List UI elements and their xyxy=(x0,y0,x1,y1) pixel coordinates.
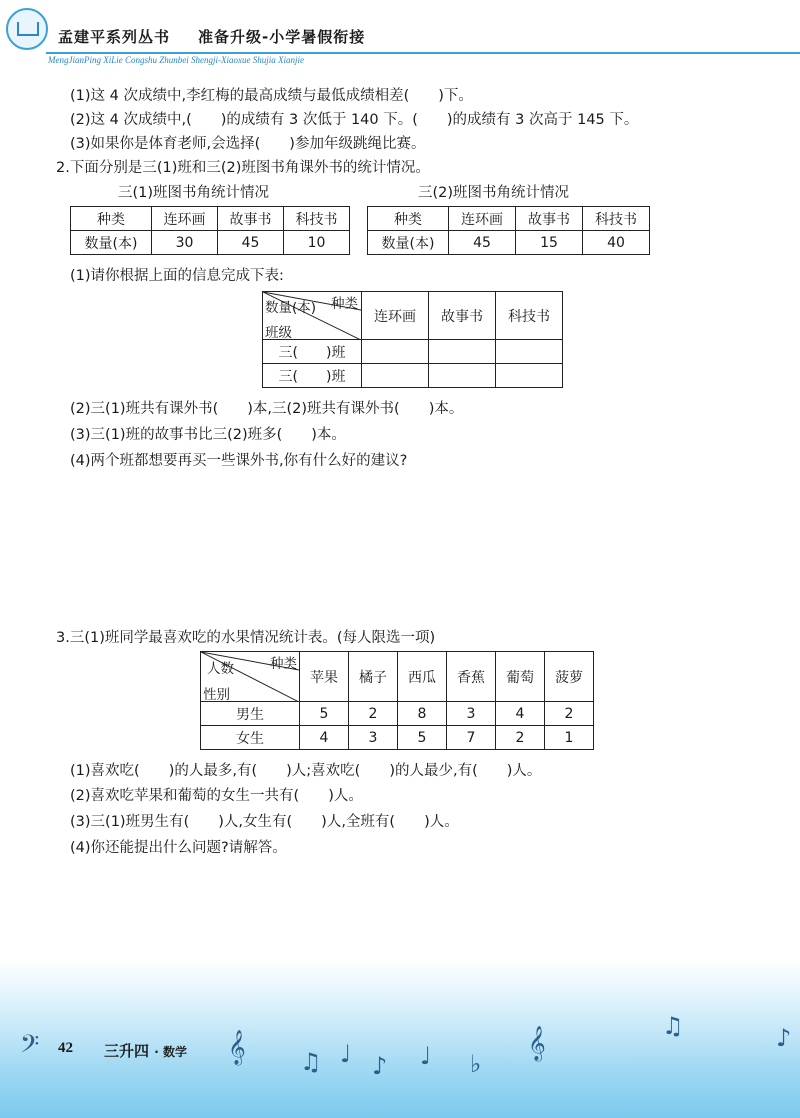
subject-label: · 数学 xyxy=(154,1045,187,1059)
table-cell: 5 xyxy=(398,726,447,750)
q2-sub1: (1)请你根据上面的信息完成下表: xyxy=(70,268,284,284)
q2-table2 xyxy=(367,206,650,255)
q1-sub1: (1)这 4 次成绩中,李红梅的最高成绩与最低成绩相差( )下。 xyxy=(70,88,473,104)
table-header: 故事书 xyxy=(516,207,583,231)
table-cell: 7 xyxy=(447,726,496,750)
table-row-label: 女生 xyxy=(201,726,300,750)
blank-cell[interactable] xyxy=(496,364,563,388)
diagonal-header-cell xyxy=(201,652,300,702)
table-header: 橘子 xyxy=(349,652,398,702)
flat-sign-icon: ♭ xyxy=(470,1050,482,1078)
book-title: 准备升级-小学暑假衔接 xyxy=(198,28,366,46)
diag-label-mid: 人数 xyxy=(207,661,234,677)
blank-cell[interactable] xyxy=(496,340,563,364)
header-subtitle: MengJianPing XiLie Congshu Zhunbei Shengji-Xiaoxue Shujia Xianjie xyxy=(48,55,304,65)
table-cell: 4 xyxy=(496,702,545,726)
table-header: 科技书 xyxy=(284,207,350,231)
table-header: 故事书 xyxy=(218,207,284,231)
bass-clef-icon: 𝄢 xyxy=(20,1030,40,1065)
music-note-icon: ♩ xyxy=(340,1040,352,1068)
music-note-icon: ♫ xyxy=(662,1012,684,1040)
table-cell: 15 xyxy=(516,231,583,255)
music-note-icon: ♪ xyxy=(776,1024,792,1052)
header-title xyxy=(58,26,393,47)
q3-sub4: (4)你还能提出什么问题?请解答。 xyxy=(70,840,287,856)
q3-sub3: (3)三(1)班男生有( )人,女生有( )人,全班有( )人。 xyxy=(70,814,459,830)
table-row xyxy=(201,702,594,726)
table-cell: 40 xyxy=(583,231,650,255)
table-header: 种类 xyxy=(71,207,152,231)
q3-fruit-table xyxy=(200,651,594,750)
page-number: 42 xyxy=(58,1040,73,1056)
table-header: 葡萄 xyxy=(496,652,545,702)
q2-sub4: (4)两个班都想要再买一些课外书,你有什么好的建议? xyxy=(70,453,408,469)
treble-clef-icon: 𝄞 xyxy=(528,1026,546,1061)
table-header: 香蕉 xyxy=(447,652,496,702)
table-cell: 4 xyxy=(300,726,349,750)
q1-sub3: (3)如果你是体育老师,会选择( )参加年级跳绳比赛。 xyxy=(70,136,426,152)
table-cell: 10 xyxy=(284,231,350,255)
table-header: 连环画 xyxy=(362,292,429,340)
table-cell: 1 xyxy=(545,726,594,750)
table-cell: 3 xyxy=(447,702,496,726)
blank-cell[interactable] xyxy=(362,340,429,364)
q2-table1 xyxy=(70,206,350,255)
table-row xyxy=(201,726,594,750)
table-cell: 45 xyxy=(218,231,284,255)
diagonal-header-cell xyxy=(263,292,362,340)
q3-sub1: (1)喜欢吃( )的人最多,有( )人;喜欢吃( )的人最少,有( )人。 xyxy=(70,763,542,779)
diag-label-mid: 数量(本) xyxy=(265,300,317,316)
table-cell: 8 xyxy=(398,702,447,726)
series-name: 孟建平系列丛书 xyxy=(58,28,171,46)
treble-clef-icon: 𝄞 xyxy=(228,1030,246,1065)
table-header: 故事书 xyxy=(429,292,496,340)
table-cell: 45 xyxy=(449,231,516,255)
table-cell: 30 xyxy=(152,231,218,255)
blank-cell[interactable] xyxy=(429,364,496,388)
footer-grade xyxy=(104,1040,187,1061)
table-cell: 2 xyxy=(496,726,545,750)
q2-fill-table xyxy=(262,291,563,388)
q2-sub2: (2)三(1)班共有课外书( )本,三(2)班共有课外书( )本。 xyxy=(70,401,464,417)
table-header: 西瓜 xyxy=(398,652,447,702)
q2-table1-caption: 三(1)班图书角统计情况 xyxy=(118,185,270,201)
diag-label-top: 种类 xyxy=(331,296,358,312)
table-header: 苹果 xyxy=(300,652,349,702)
q3-sub2: (2)喜欢吃苹果和葡萄的女生一共有( )人。 xyxy=(70,788,363,804)
diag-label-top: 种类 xyxy=(270,656,297,672)
blank-cell[interactable] xyxy=(429,340,496,364)
table-header: 科技书 xyxy=(583,207,650,231)
diag-label-bottom: 班级 xyxy=(265,325,292,341)
music-note-icon: ♫ xyxy=(300,1048,322,1076)
table-row-label: 三( )班 xyxy=(263,340,362,364)
table-row-label: 男生 xyxy=(201,702,300,726)
table-header: 科技书 xyxy=(496,292,563,340)
table-cell: 数量(本) xyxy=(368,231,449,255)
q3-stem: 3.三(1)班同学最喜欢吃的水果情况统计表。(每人限选一项) xyxy=(56,630,436,646)
table-row-label: 三( )班 xyxy=(263,364,362,388)
grade-label: 三升四 xyxy=(104,1042,150,1060)
table-cell: 5 xyxy=(300,702,349,726)
table-header: 菠萝 xyxy=(545,652,594,702)
table-cell: 3 xyxy=(349,726,398,750)
table-header: 种类 xyxy=(368,207,449,231)
header-rule xyxy=(46,52,800,54)
q2-stem: 2.下面分别是三(1)班和三(2)班图书角课外书的统计情况。 xyxy=(56,160,430,176)
q2-sub3: (3)三(1)班的故事书比三(2)班多( )本。 xyxy=(70,427,346,443)
blank-cell[interactable] xyxy=(362,364,429,388)
music-note-icon: ♩ xyxy=(420,1042,432,1070)
q2-table2-caption: 三(2)班图书角统计情况 xyxy=(418,185,570,201)
book-icon xyxy=(17,22,39,36)
q1-sub2: (2)这 4 次成绩中,( )的成绩有 3 次低于 140 下。( )的成绩有 3 次高于 145 下。 xyxy=(70,112,639,128)
music-note-icon: ♪ xyxy=(372,1052,388,1080)
table-cell: 数量(本) xyxy=(71,231,152,255)
diag-label-bottom: 性别 xyxy=(203,687,230,703)
table-header: 连环画 xyxy=(449,207,516,231)
table-cell: 2 xyxy=(349,702,398,726)
table-header: 连环画 xyxy=(152,207,218,231)
table-cell: 2 xyxy=(545,702,594,726)
publisher-logo xyxy=(6,8,48,50)
